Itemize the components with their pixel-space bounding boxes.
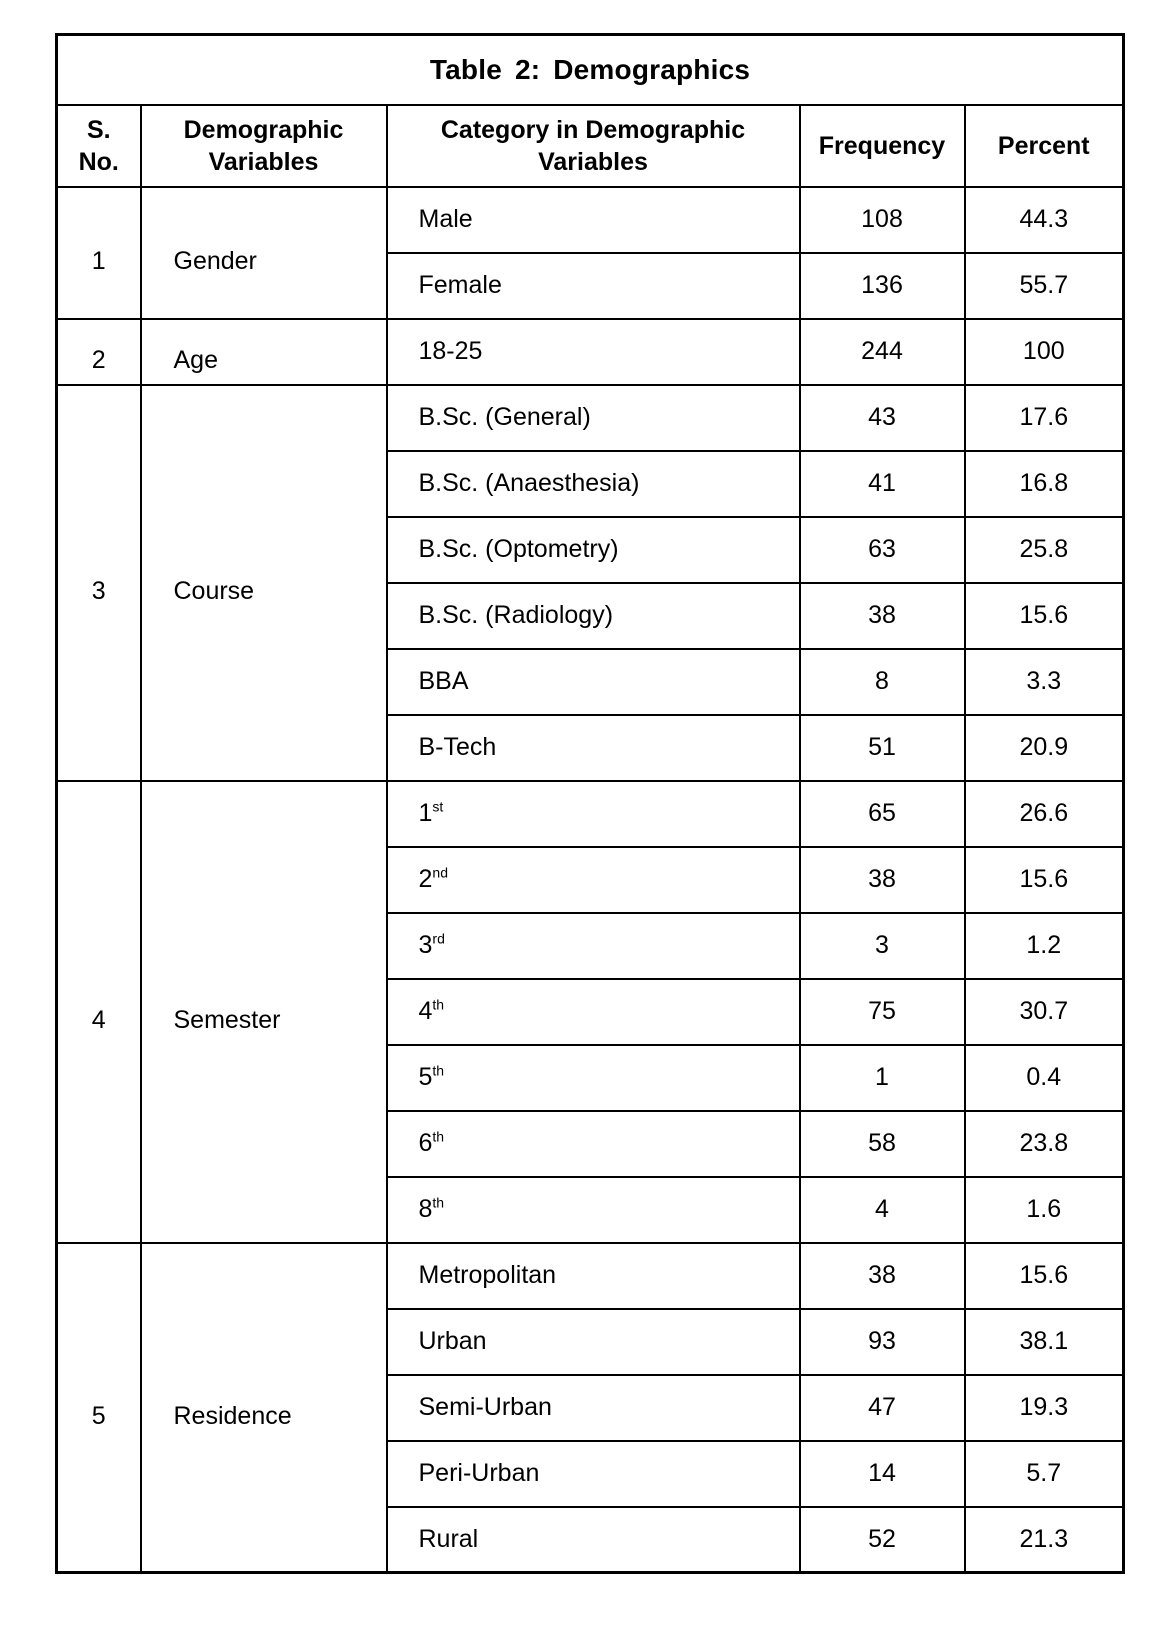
category-label: 8 [418,1195,433,1223]
frequency-cell: 14 [800,1441,965,1507]
serial-number-cell: 5 [57,1243,141,1573]
category-label: B.Sc. (Anaesthesia) [418,469,640,497]
category-label: 6 [418,1129,433,1157]
percent-cell: 26.6 [965,781,1124,847]
table-row [57,1243,1124,1309]
table-row [57,187,1124,253]
frequency-cell: 52 [800,1507,965,1573]
category-cell [387,1441,800,1507]
category-cell [387,1309,800,1375]
category-label: B.Sc. (Optometry) [418,535,619,563]
percent-cell: 17.6 [965,385,1124,451]
percent-cell: 55.7 [965,253,1124,319]
frequency-cell: 4 [800,1177,965,1243]
frequency-cell: 8 [800,649,965,715]
table-row [57,319,1124,385]
col-header-serial-number: S. No. [57,105,141,187]
ordinal-suffix: st [432,798,444,815]
table-row [57,781,1124,847]
percent-cell: 25.8 [965,517,1124,583]
frequency-cell: 108 [800,187,965,253]
variable-cell: Residence [141,1243,387,1573]
category-cell [387,385,800,451]
category-label: Peri-Urban [418,1459,540,1487]
frequency-cell: 51 [800,715,965,781]
percent-cell: 15.6 [965,847,1124,913]
percent-cell: 3.3 [965,649,1124,715]
category-cell [387,649,800,715]
category-label: 2 [418,865,433,893]
category-cell [387,715,800,781]
category-label: 3 [418,931,433,959]
frequency-cell: 43 [800,385,965,451]
category-label: 18-25 [418,337,483,365]
col-header-frequency: Frequency [800,105,965,187]
frequency-cell: 41 [800,451,965,517]
variable-cell: Course [141,385,387,781]
serial-number-cell: 4 [57,781,141,1243]
percent-cell: 0.4 [965,1045,1124,1111]
frequency-cell: 38 [800,847,965,913]
category-cell [387,1375,800,1441]
frequency-cell: 3 [800,913,965,979]
ordinal-suffix: th [432,1194,445,1211]
table-row [57,385,1124,451]
category-cell [387,451,800,517]
ordinal-suffix: rd [432,930,445,947]
category-label: 4 [418,997,433,1025]
frequency-cell: 75 [800,979,965,1045]
serial-number-cell: 3 [57,385,141,781]
frequency-cell: 136 [800,253,965,319]
percent-cell: 23.8 [965,1111,1124,1177]
frequency-cell: 47 [800,1375,965,1441]
category-label: Semi-Urban [418,1393,552,1421]
category-cell [387,187,800,253]
percent-cell: 1.6 [965,1177,1124,1243]
category-label: 5 [418,1063,433,1091]
percent-cell: 19.3 [965,1375,1124,1441]
frequency-cell: 93 [800,1309,965,1375]
col-header-category: Category in Demographic Variables [387,105,800,187]
variable-cell: Gender [141,187,387,319]
frequency-cell: 38 [800,583,965,649]
category-label: BBA [418,667,469,695]
category-label: Urban [418,1327,487,1355]
category-cell [387,913,800,979]
category-cell [387,1045,800,1111]
percent-cell: 21.3 [965,1507,1124,1573]
percent-cell: 38.1 [965,1309,1124,1375]
col-header-percent: Percent [965,105,1124,187]
frequency-cell: 65 [800,781,965,847]
category-cell [387,253,800,319]
percent-cell: 1.2 [965,913,1124,979]
category-label: B-Tech [418,733,497,761]
table-body [57,187,1124,1573]
ordinal-suffix: th [432,1062,445,1079]
category-label: Metropolitan [418,1261,557,1289]
variable-cell: Semester [141,781,387,1243]
category-cell [387,1507,800,1573]
category-cell [387,1111,800,1177]
frequency-cell: 38 [800,1243,965,1309]
category-cell [387,1177,800,1243]
percent-cell: 20.9 [965,715,1124,781]
serial-number-cell: 2 [57,319,141,385]
category-label: Female [418,271,502,299]
table-title: Table 2: Demographics [57,35,1124,105]
page [55,33,1125,1574]
category-cell [387,517,800,583]
percent-cell: 15.6 [965,1243,1124,1309]
category-cell [387,583,800,649]
col-header-demographic-variables: Demographic Variables [141,105,387,187]
percent-cell: 5.7 [965,1441,1124,1507]
category-cell [387,979,800,1045]
category-cell [387,319,800,385]
ordinal-suffix: th [432,996,445,1013]
serial-number-cell: 1 [57,187,141,319]
category-label: Rural [418,1524,479,1553]
frequency-cell: 1 [800,1045,965,1111]
percent-cell: 15.6 [965,583,1124,649]
frequency-cell: 58 [800,1111,965,1177]
demographics-table [55,33,1125,1574]
percent-cell: 30.7 [965,979,1124,1045]
category-label: 1 [418,799,433,827]
frequency-cell: 244 [800,319,965,385]
category-label: B.Sc. (General) [418,403,591,431]
frequency-cell: 63 [800,517,965,583]
category-cell [387,1243,800,1309]
category-cell [387,847,800,913]
category-cell [387,781,800,847]
percent-cell: 100 [965,319,1124,385]
percent-cell: 16.8 [965,451,1124,517]
table-header-row [57,105,1124,187]
category-label: Male [418,205,473,233]
ordinal-suffix: th [432,1128,445,1145]
table-title-row [57,35,1124,105]
percent-cell: 44.3 [965,187,1124,253]
category-label: B.Sc. (Radiology) [418,601,614,629]
ordinal-suffix: nd [432,864,448,881]
variable-cell: Age [141,319,387,385]
